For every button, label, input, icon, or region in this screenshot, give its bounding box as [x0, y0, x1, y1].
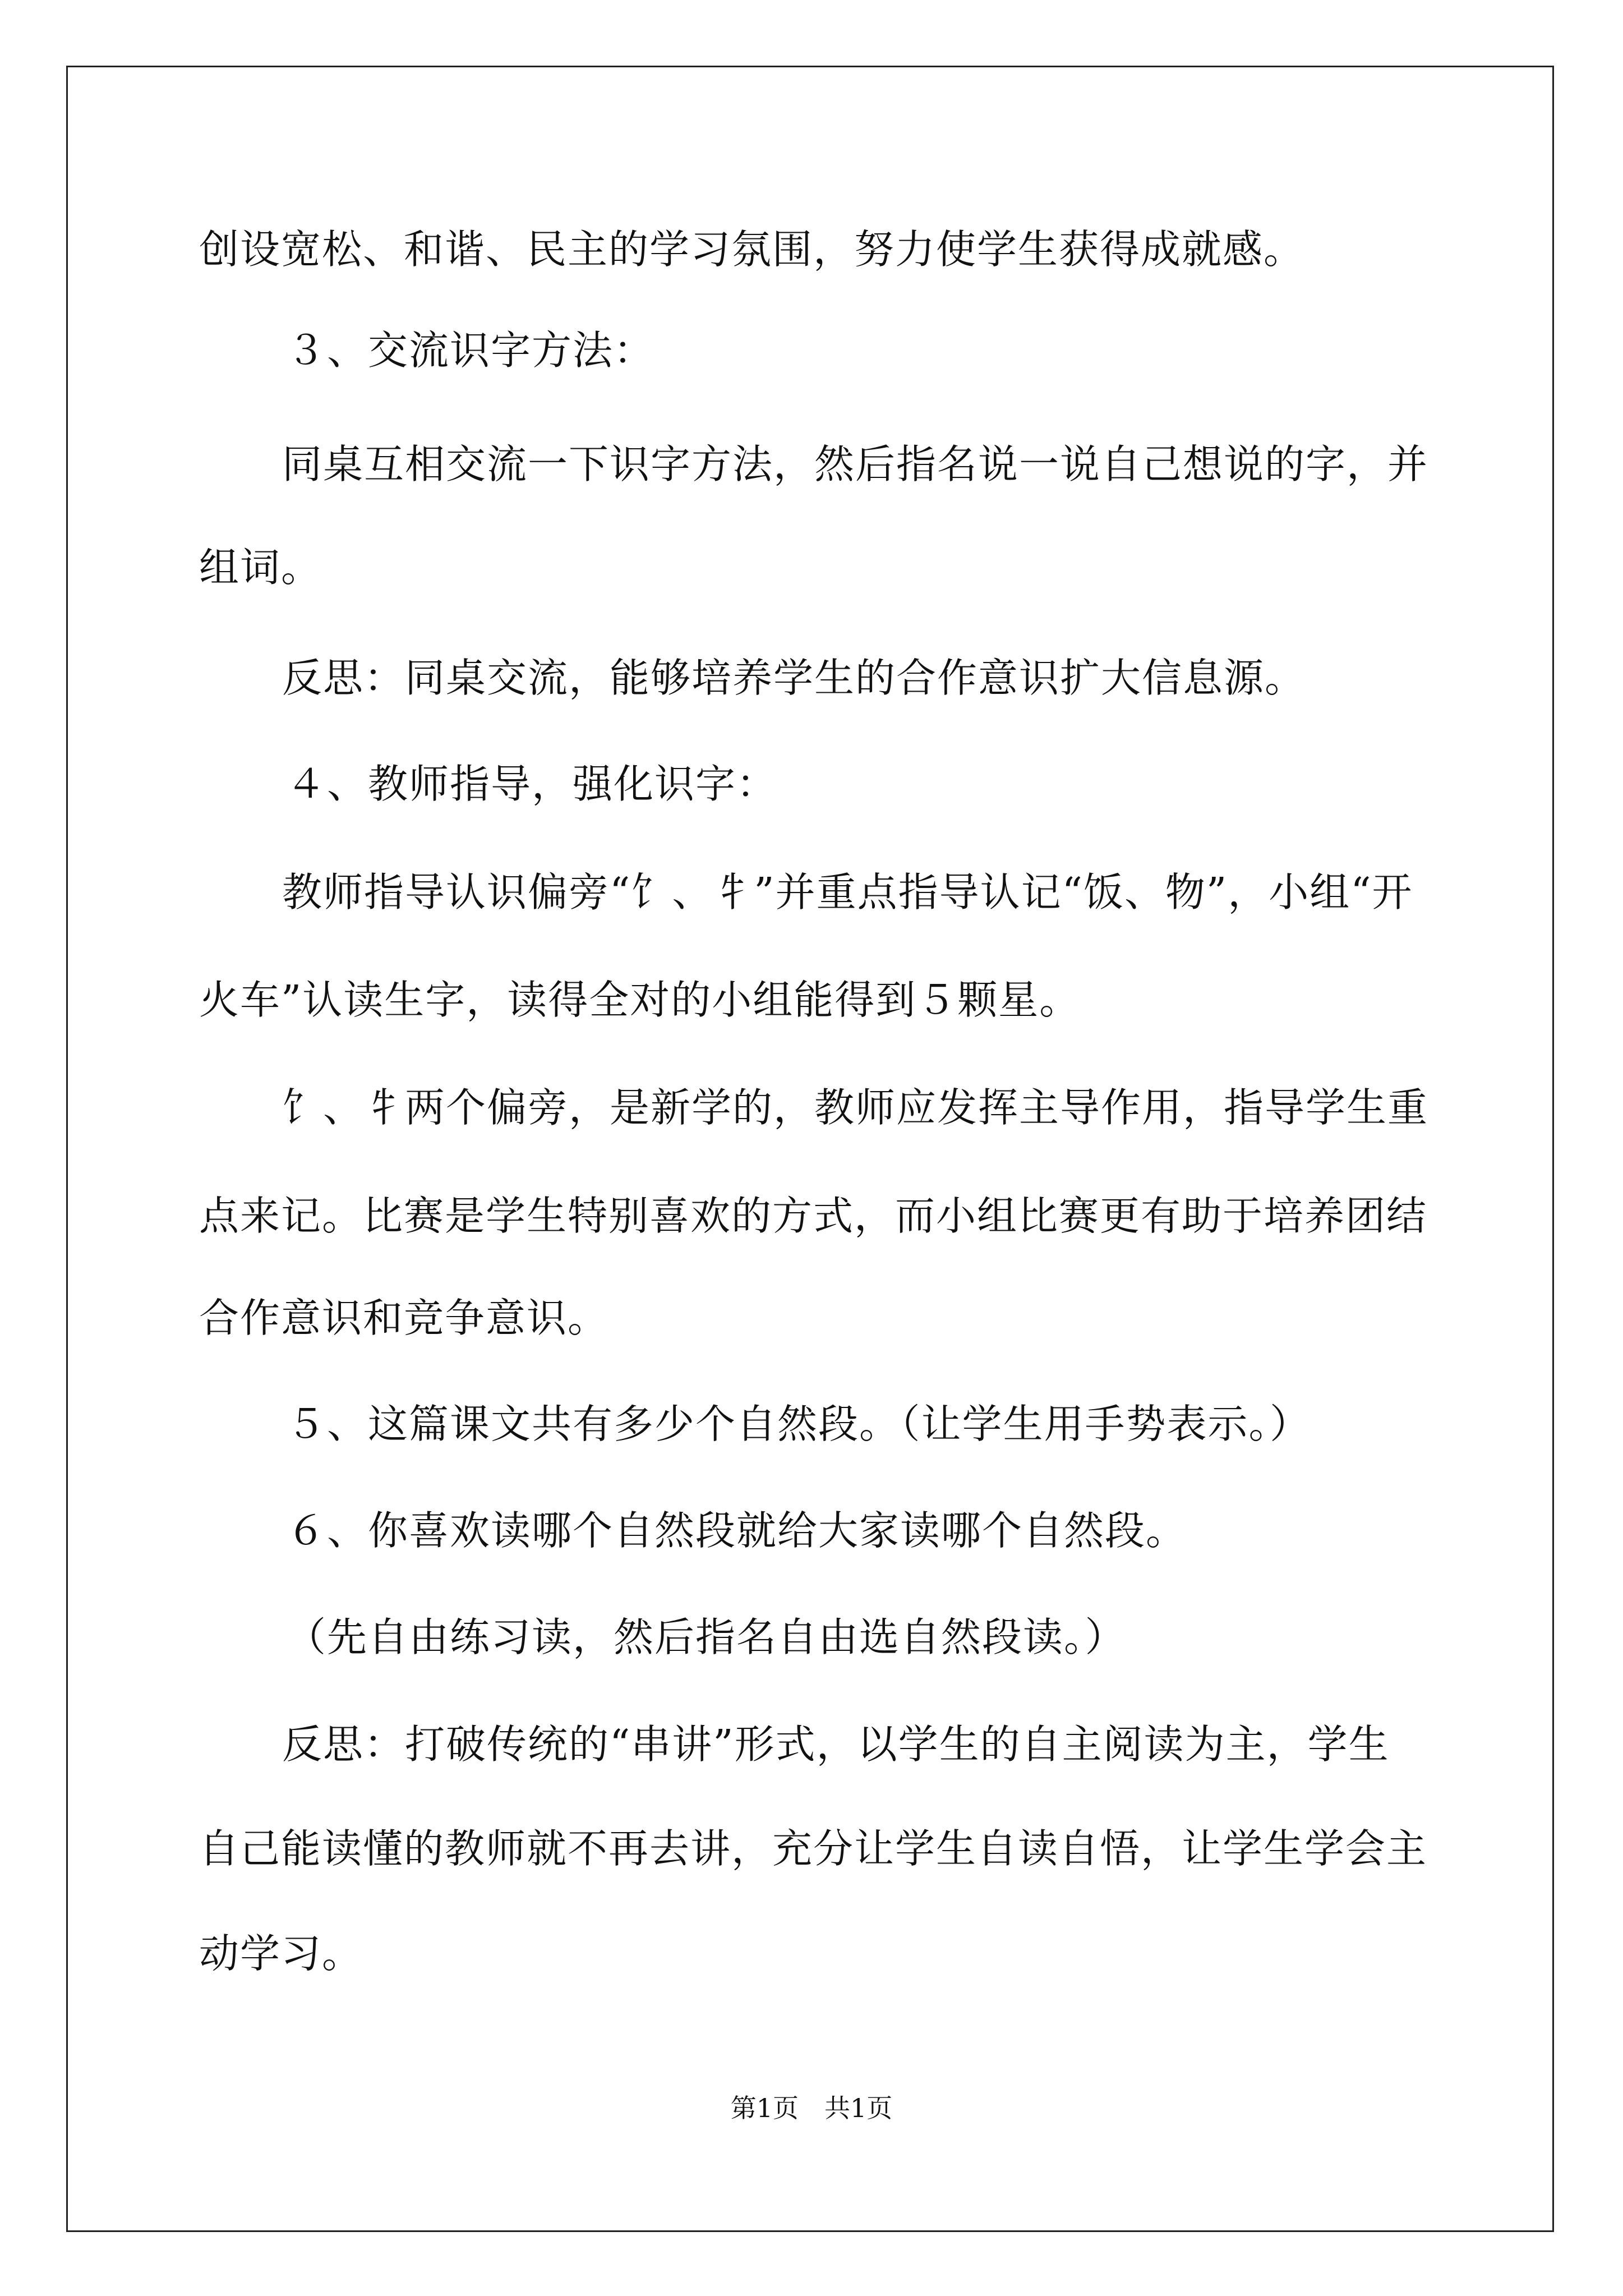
text-line-4: 组词。	[199, 544, 322, 591]
text-line-13: ６、你喜欢读哪个自然段就给大家读哪个自然段。	[286, 1507, 1187, 1554]
text-line-15: 反思：打破传统的“串讲”形式，以学生的自主阅读为主，学生	[282, 1721, 1390, 1768]
text-line-9: 饣、牜两个偏旁，是新学的，教师应发挥主导作用，指导学生重	[282, 1084, 1429, 1131]
text-line-6: ４、教师指导，强化识字：	[286, 761, 778, 807]
page-border	[66, 66, 1554, 2232]
text-line-16: 自己能读懂的教师就不再去讲，充分让学生自读自悟，让学生学会主	[199, 1825, 1428, 1872]
text-line-12: ５、这篇课文共有多少个自然段。（让学生用手势表示。）	[286, 1401, 1311, 1447]
text-line-7: 教师指导认识偏旁“饣、牜”并重点指导认记“饭、物”，小组“开	[282, 869, 1413, 915]
text-line-1: 创设宽松、和谐、民主的学习氛围，努力使学生获得成就感。	[199, 226, 1305, 273]
text-line-10: 点来记。比赛是学生特别喜欢的方式，而小组比赛更有助于培养团结	[199, 1193, 1428, 1239]
text-line-11: 合作意识和竞争意识。	[199, 1295, 609, 1341]
text-line-5: 反思：同桌交流，能够培养学生的合作意识扩大信息源。	[282, 655, 1306, 701]
text-line-17: 动学习。	[199, 1930, 363, 1977]
text-line-3: 同桌互相交流一下识字方法，然后指名说一说自己想说的字，并	[282, 441, 1429, 487]
text-line-8: 火车”认读生字，读得全对的小组能得到５颗星。	[199, 977, 1081, 1023]
page-footer: 第1页 共1页	[730, 2093, 893, 2123]
text-line-14: （先自由练习读，然后指名自由选自然段读。）	[286, 1614, 1126, 1660]
text-line-2: ３、交流识字方法：	[286, 327, 655, 374]
